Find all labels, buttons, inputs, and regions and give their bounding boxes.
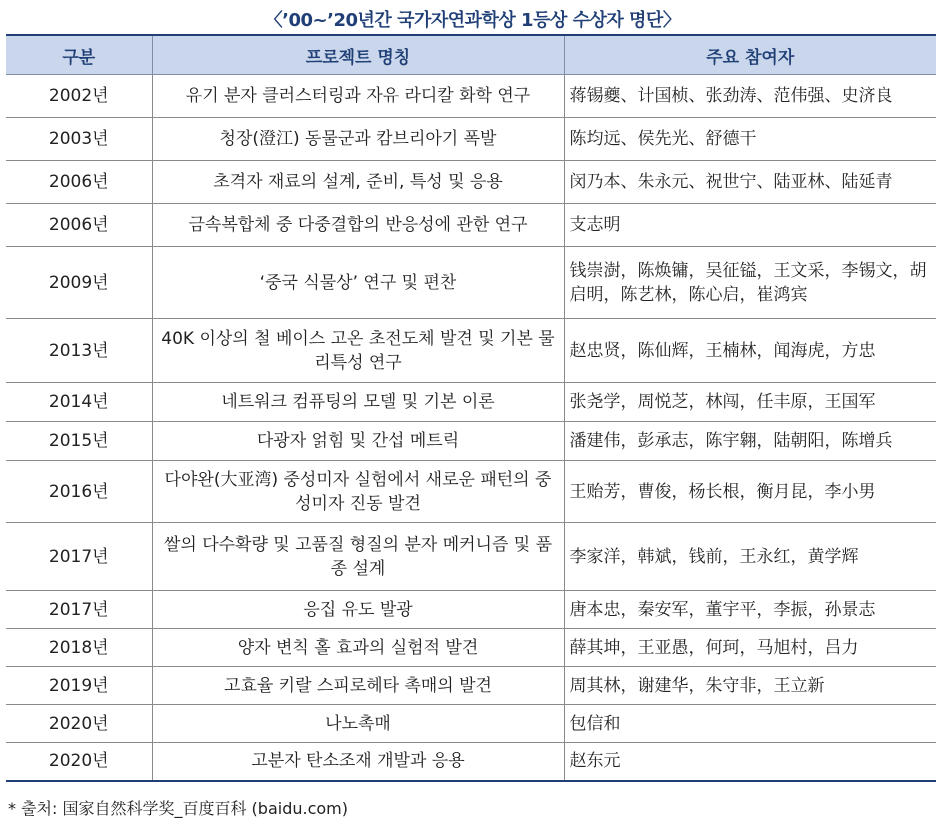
project-cell: 40K 이상의 철 베이스 고온 초전도체 발견 및 기본 물리특성 연구	[152, 319, 564, 383]
project-cell: 금속복합체 중 다중결합의 반응성에 관한 연구	[152, 204, 564, 247]
year-cell: 2002년	[6, 75, 152, 118]
table-row	[6, 461, 936, 523]
table-row	[6, 75, 936, 118]
source-note: * 출처: 国家自然科学奖_百度百科 (baidu.com)	[8, 799, 349, 818]
year-cell: 2014년	[6, 383, 152, 422]
table-row	[6, 591, 936, 629]
participants-cell: 闵乃本、朱永元、祝世宁、陆亚林、陆延青	[564, 161, 936, 204]
participants-cell: 包信和	[564, 705, 936, 743]
project-cell: 응집 유도 발광	[152, 591, 564, 629]
participants-cell: 蒋锡夔、计国桢、张劲涛、范伟强、史济良	[564, 75, 936, 118]
table-row	[6, 523, 936, 591]
participants-cell: 陈均远、侯先光、舒德干	[564, 118, 936, 161]
participants-cell: 支志明	[564, 204, 936, 247]
participants-cell: 潘建伟，彭承志，陈宇翱，陆朝阳，陈增兵	[564, 422, 936, 461]
year-cell: 2013년	[6, 319, 152, 383]
table-row	[6, 422, 936, 461]
table-row	[6, 705, 936, 743]
header-category: 구분	[6, 35, 152, 75]
table-row	[6, 319, 936, 383]
project-cell: 청장(澄江) 동물군과 캄브리아기 폭발	[152, 118, 564, 161]
project-cell: ‘중국 식물상’ 연구 및 편찬	[152, 247, 564, 319]
year-cell: 2018년	[6, 629, 152, 667]
year-cell: 2017년	[6, 591, 152, 629]
participants-cell: 赵忠贤，陈仙辉，王楠林，闻海虎，方忠	[564, 319, 936, 383]
table-row	[6, 118, 936, 161]
table-row	[6, 743, 936, 781]
project-cell: 다광자 얽힘 및 간섭 메트릭	[152, 422, 564, 461]
project-cell: 초격자 재료의 설계, 준비, 특성 및 응용	[152, 161, 564, 204]
participants-cell: 周其林，谢建华，朱守非，王立新	[564, 667, 936, 705]
participants-cell: 薛其坤，王亚愚，何珂，马旭村，吕力	[564, 629, 936, 667]
table-header-row	[6, 35, 936, 75]
participants-cell: 李家洋，韩斌，钱前，王永红，黄学辉	[564, 523, 936, 591]
year-cell: 2017년	[6, 523, 152, 591]
project-cell: 고효율 키랄 스피로헤타 촉매의 발견	[152, 667, 564, 705]
participants-cell: 钱崇澍，陈焕镛，吴征镒，王文采，李锡文，胡启明，陈艺林，陈心启，崔鸿宾	[564, 247, 936, 319]
award-table	[6, 34, 936, 782]
year-cell: 2003년	[6, 118, 152, 161]
table-row	[6, 667, 936, 705]
year-cell: 2019년	[6, 667, 152, 705]
table-row	[6, 629, 936, 667]
table-row	[6, 383, 936, 422]
table-row	[6, 204, 936, 247]
year-cell: 2006년	[6, 161, 152, 204]
year-cell: 2009년	[6, 247, 152, 319]
participants-cell: 唐本忠，秦安军，董宇平，李振，孙景志	[564, 591, 936, 629]
participants-cell: 张尧学，周悦芝，林闯，任丰原，王国军	[564, 383, 936, 422]
header-participants: 주요 참여자	[564, 35, 936, 75]
table-row	[6, 161, 936, 204]
participants-cell: 王贻芳，曹俊，杨长根，衡月昆，李小男	[564, 461, 936, 523]
project-cell: 고분자 탄소조재 개발과 응용	[152, 743, 564, 781]
year-cell: 2006년	[6, 204, 152, 247]
table-row	[6, 247, 936, 319]
project-cell: 쌀의 다수확량 및 고품질 형질의 분자 메커니즘 및 품종 설계	[152, 523, 564, 591]
page-title: 〈’00~’20년간 국가자연과학상 1등상 수상자 명단〉	[264, 10, 681, 31]
header-project-name: 프로젝트 명칭	[152, 35, 564, 75]
year-cell: 2015년	[6, 422, 152, 461]
project-cell: 양자 변칙 홀 효과의 실험적 발견	[152, 629, 564, 667]
participants-cell: 赵东元	[564, 743, 936, 781]
project-cell: 네트워크 컴퓨팅의 모델 및 기본 이론	[152, 383, 564, 422]
project-cell: 나노촉매	[152, 705, 564, 743]
year-cell: 2020년	[6, 705, 152, 743]
project-cell: 유기 분자 클러스터링과 자유 라디칼 화학 연구	[152, 75, 564, 118]
year-cell: 2020년	[6, 743, 152, 781]
project-cell: 다야완(大亚湾) 중성미자 실험에서 새로운 패턴의 중성미자 진동 발견	[152, 461, 564, 523]
year-cell: 2016년	[6, 461, 152, 523]
